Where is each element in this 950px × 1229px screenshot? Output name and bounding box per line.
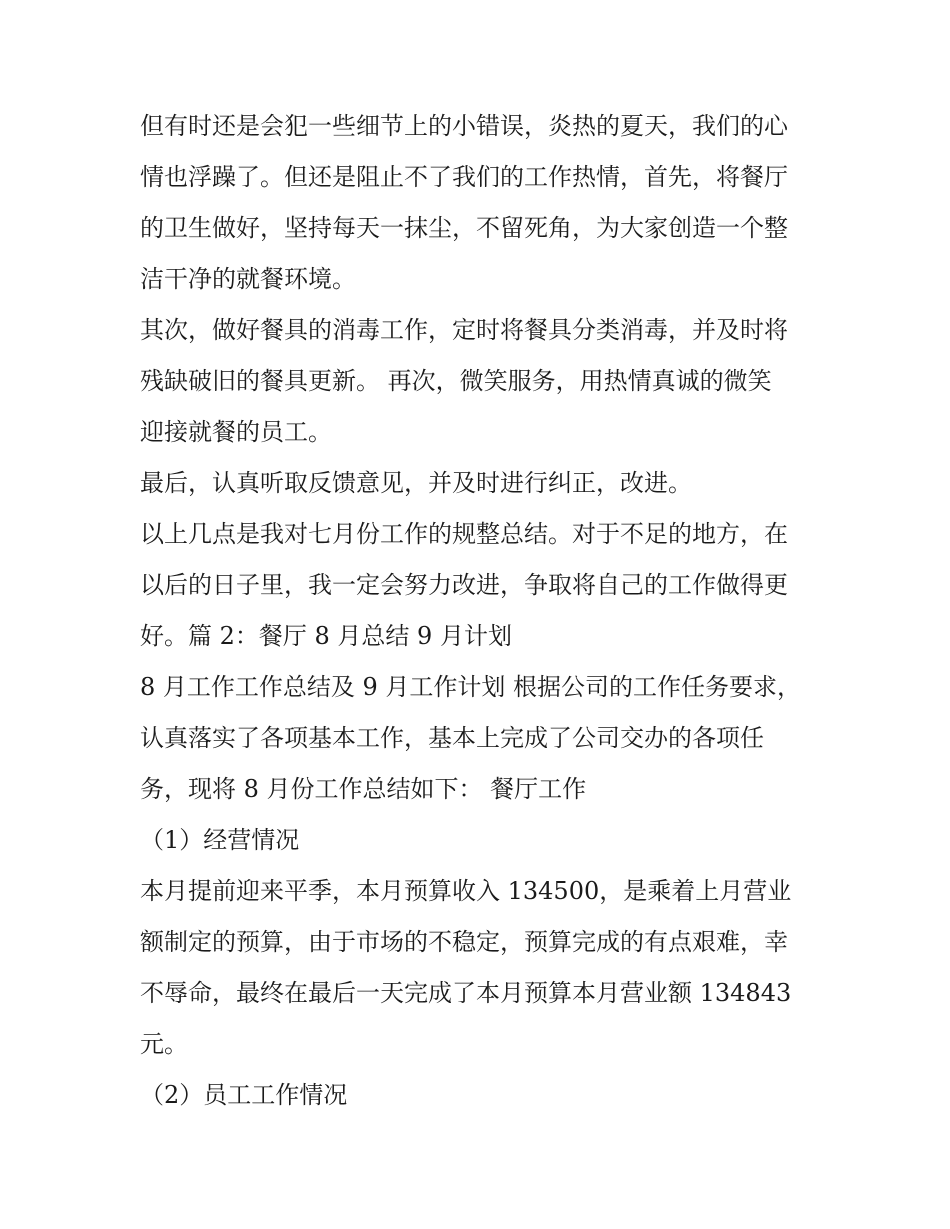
document-body xyxy=(140,101,830,1121)
body-line: 洁干净的就餐环境。 xyxy=(140,265,356,293)
body-line: 认真落实了各项基本工作，基本上完成了公司交办的各项任 xyxy=(140,724,764,752)
body-line: 但有时还是会犯一些细节上的小错误，炎热的夏天，我们的心 xyxy=(140,112,788,140)
body-line: 以后的日子里，我一定会努力改进，争取将自己的工作做得更 xyxy=(140,571,788,599)
body-line: 以上几点是我对七月份工作的规整总结。对于不足的地方，在 xyxy=(140,520,788,548)
body-line: 8 月工作工作总结及 9 月工作计划 根据公司的工作任务要求， xyxy=(140,673,802,701)
body-line: 不辱命，最终在最后一天完成了本月预算本月营业额 134843 xyxy=(140,979,792,1007)
subsection-heading: （2）员工工作情况 xyxy=(140,1081,348,1109)
section-heading: 好。篇 2：餐厅 8 月总结 9 月计划 xyxy=(140,622,512,650)
body-line: 情也浮躁了。但还是阻止不了我们的工作热情，首先，将餐厅 xyxy=(140,163,788,191)
subsection-heading: （1）经营情况 xyxy=(140,826,300,854)
body-line: 的卫生做好，坚持每天一抹尘，不留死角，为大家创造一个整 xyxy=(140,214,788,242)
body-line: 本月提前迎来平季，本月预算收入 134500，是乘着上月营业 xyxy=(140,877,792,905)
body-line: 其次，做好餐具的消毒工作，定时将餐具分类消毒，并及时将 xyxy=(140,316,788,344)
body-line: 最后，认真听取反馈意见，并及时进行纠正，改进。 xyxy=(140,469,692,497)
body-line: 元。 xyxy=(140,1030,188,1058)
body-line: 额制定的预算，由于市场的不稳定，预算完成的有点艰难，幸 xyxy=(140,928,788,956)
body-line: 务，现将 8 月份工作总结如下： 餐厅工作 xyxy=(140,775,587,803)
body-line: 迎接就餐的员工。 xyxy=(140,418,332,446)
body-line: 残缺破旧的餐具更新。 再次，微笑服务，用热情真诚的微笑 xyxy=(140,367,772,395)
